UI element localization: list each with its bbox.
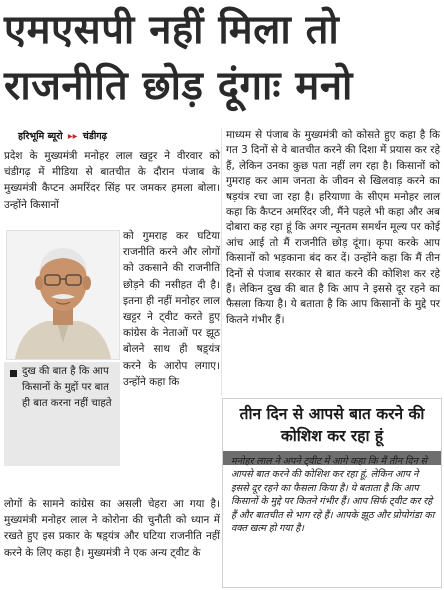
portrait-image bbox=[7, 231, 119, 359]
headline-line-2: राजनीति छोड़ दूंगाः मनो bbox=[4, 63, 353, 109]
photo-caption bbox=[4, 362, 120, 466]
byline bbox=[18, 129, 218, 142]
quote-box bbox=[222, 398, 442, 588]
article-paragraph: को गुमराह कर घटिया राजनीति करने और लोगों को उकसाने की राजनीति छोड़ने की नसीहत दी है। इतना ही नहीं मनोहर लाल खट्टर ने ट्वीट करते हुए कांग्रेस के नेताओं पर झूठ बोलने साथ ही षड़्यंत्र करने के आरोप लगाए। उन्होंने कहा कि bbox=[123, 230, 220, 388]
quote-box-body: मनोहर लाल ने अपने ट्वीट में आगे कहा कि मैं तीन दिन से आपसे बात करने की कोशिश कर रहा हूं, लेकिन आप ने इससे दूर रहने का फैसला किया है। ये बताता है कि आप किसानों के मुद्दे पर कितने गंभीर हैं। आप सिर्फ ट्वीट कर रहे हैं और बातचीत से भाग रहे हैं। आपके झूठ और प्रोपोगंडा का वक्त खत्म हो गया है। bbox=[231, 456, 435, 535]
article-paragraph: माध्यम से पंजाब के मुख्यमंत्री को कोसते हुए कहा है कि गत 3 दिनों से वे बातचीत करने की दिशा में प्रयास कर रहे हैं, लेकिन उनका कुछ पता नहीं लग रहा है। किसानों को गुमराह कर आम जनता के जीवन से खिलवाड़ करने का षड़यंत्र रचा जा रहा है। हरियाणा के सीएम मनोहर लाल कहा कि कैप्टन अमरिंदर जी, मैंने पहले भी कहा और अब दोबारा कह रहा हूं कि अगर न्यूनतम समर्थन मूल्य पर कोई आंच आई तो मैं राजनीति छोड़ दूंगा। कृपा करके आप किसानों को भड़काना बंद कर दें। उन्होंने कहा कि मैं तीन दिनों से पंजाब सरकार से बात करने की कोशिश कर रहे हैं। लेकिन दुख की बात है कि आप ने इससे दूर रहने का फैसला किया है। ये बताता है कि आप किसानों के मुद्दे पर कितने गंभीर हैं। bbox=[226, 129, 440, 326]
headline bbox=[4, 2, 440, 114]
photo-caption-text: दुख की बात है कि आप किसानों के मुद्दों पर बात ही बात करना नहीं चाहते bbox=[22, 366, 112, 409]
byline-source: हरिभूमि ब्यूरो bbox=[18, 131, 63, 142]
article-left-narrow bbox=[123, 228, 220, 390]
quote-box-title: तीन दिन से आपसे बात करने की कोशिश कर रहा हूं bbox=[239, 405, 425, 445]
chief-minister-photo bbox=[6, 230, 120, 360]
article-left-top bbox=[4, 148, 220, 213]
byline-city: चंडीगढ़ bbox=[82, 131, 108, 142]
headline-line-1: एमएसपी नहीं मिला तो bbox=[4, 7, 340, 53]
article-paragraph: लोगों के सामने कांग्रेस का असली चेहरा आ गया है। मुख्यमंत्री मनोहर लाल ने कोरोना की चुनौती को ध्यान में रखते हुए इस प्रकार के षड़्यंत्र और घटिया राजनीति नहीं करने के लिए कहा है। मुख्यमंत्री ने एक अन्य ट्वीट के bbox=[4, 498, 220, 559]
square-bullet-icon bbox=[10, 370, 17, 377]
article-right-column bbox=[226, 128, 440, 328]
column-divider bbox=[221, 128, 222, 396]
article-left-bottom bbox=[4, 496, 220, 561]
article-paragraph: प्रदेश के मुख्यमंत्री मनोहर लाल खट्टर ने वीरवार को चंडीगढ़ में मीडिया से बातचीत के दौरान पंजाब के मुख्यमंत्री कैप्टन अमरिंदर सिंह पर जमकर हमला बोला। उन्होंने किसानों bbox=[4, 150, 220, 211]
double-chevron-icon: ▸▸ bbox=[67, 131, 78, 142]
